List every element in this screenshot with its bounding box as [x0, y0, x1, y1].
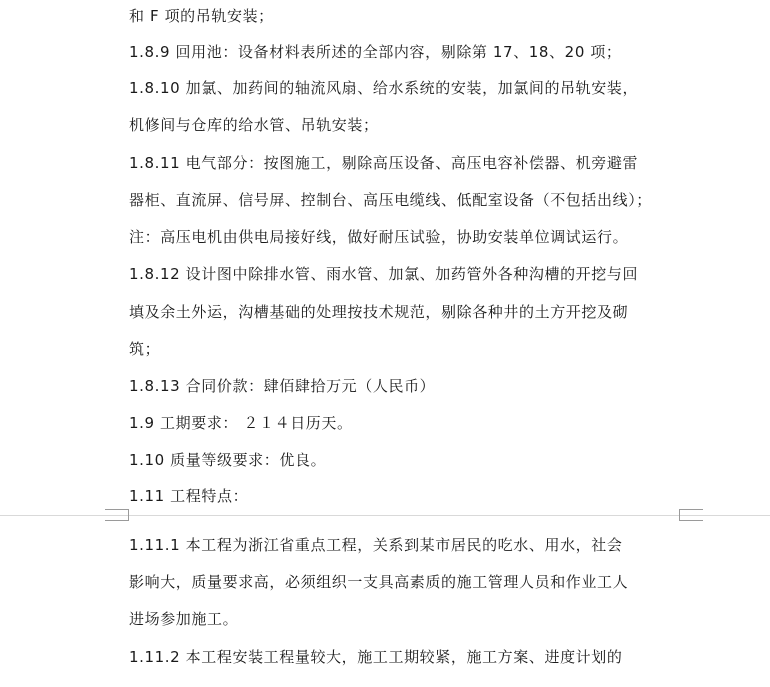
text-line: 1.10 质量等级要求：优良。 — [129, 451, 327, 469]
margin-corner-mark-right — [679, 509, 703, 521]
text-line: 机修间与仓库的给水管、吊轨安装； — [129, 116, 379, 134]
margin-corner-mark-left — [105, 509, 129, 521]
text-line: 1.8.10 加氯、加药间的轴流风扇、给水系统的安装，加氯间的吊轨安装， — [129, 79, 639, 97]
text-line: 1.8.13 合同价款：肆佰肆拾万元（人民币） — [129, 377, 436, 395]
text-line: 影响大，质量要求高，必须组织一支具高素质的施工管理人员和作业工人 — [129, 573, 629, 591]
text-line: 填及余土外运，沟槽基础的处理按技术规范，剔除各种井的土方开挖及砌 — [129, 303, 629, 321]
text-line: 进场参加施工。 — [129, 610, 239, 628]
text-line: 注：高压电机由供电局接好线，做好耐压试验，协助安装单位调试运行。 — [129, 228, 629, 246]
text-line: 1.8.12 设计图中除排水管、雨水管、加氯、加药管外各种沟槽的开挖与回 — [129, 265, 639, 283]
text-line: 筑； — [129, 340, 161, 358]
text-line: 1.8.9 回用池：设备材料表所述的全部内容，剔除第 17、18、20 项； — [129, 43, 622, 61]
text-line: 和 F 项的吊轨安装； — [129, 7, 274, 25]
text-line: 1.9 工期要求： ２１４日历天。 — [129, 414, 353, 432]
text-line: 1.11.2 本工程安装工程量较大，施工工期较紧，施工方案、进度计划的 — [129, 648, 623, 666]
text-line: 1.11 工程特点： — [129, 487, 249, 505]
text-line: 1.8.11 电气部分：按图施工，剔除高压设备、高压电容补偿器、机旁避雷 — [129, 154, 639, 172]
text-line: 器柜、直流屏、信号屏、控制台、高压电缆线、低配室设备（不包括出线）； — [129, 191, 652, 209]
text-line: 1.11.1 本工程为浙江省重点工程，关系到某市居民的吃水、用水，社会 — [129, 536, 623, 554]
